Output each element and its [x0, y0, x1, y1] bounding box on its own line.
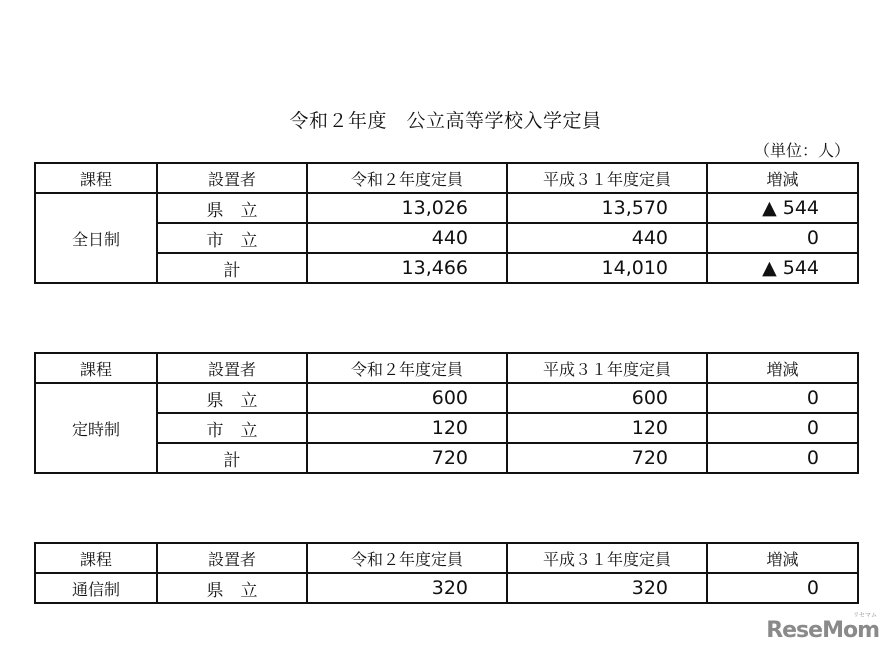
logo-ruby-text: リセマム	[853, 612, 877, 619]
h31-capacity-cell: 720	[507, 443, 707, 473]
founder-cell: 市 立	[157, 413, 307, 443]
r2-capacity-cell: 720	[307, 443, 507, 473]
founder-cell: 市 立	[157, 223, 307, 253]
document-title: 令和２年度 公立高等学校入学定員	[289, 110, 602, 132]
change-cell: ▲ 544	[707, 253, 858, 283]
table-header-row	[35, 353, 858, 383]
h31-capacity-cell: 13,570	[507, 193, 707, 223]
h31-capacity-cell: 440	[507, 223, 707, 253]
table-row	[35, 413, 858, 443]
change-cell: 0	[707, 223, 858, 253]
change-cell: 0	[707, 573, 858, 603]
table-header-row	[35, 163, 858, 193]
change-cell: 0	[707, 443, 858, 473]
h31-capacity-cell: 320	[507, 573, 707, 603]
change-cell: ▲ 544	[707, 193, 858, 223]
course-cell: 定時制	[35, 383, 157, 473]
parttime-enrollment-table	[34, 352, 859, 474]
header-founder: 設置者	[157, 353, 307, 383]
header-course: 課程	[35, 163, 157, 193]
h31-capacity-cell: 600	[507, 383, 707, 413]
h31-capacity-cell: 14,010	[507, 253, 707, 283]
change-cell: 0	[707, 383, 858, 413]
header-founder: 設置者	[157, 543, 307, 573]
h31-capacity-cell: 120	[507, 413, 707, 443]
header-h31-capacity: 平成３１年度定員	[507, 163, 707, 193]
founder-cell: 県 立	[157, 193, 307, 223]
header-course: 課程	[35, 543, 157, 573]
table-row	[35, 193, 858, 223]
table-row	[35, 223, 858, 253]
unit-label: （単位：人）	[753, 141, 850, 160]
founder-cell: 計	[157, 253, 307, 283]
founder-cell: 計	[157, 443, 307, 473]
header-change: 増減	[707, 163, 858, 193]
r2-capacity-cell: 600	[307, 383, 507, 413]
r2-capacity-cell: 120	[307, 413, 507, 443]
r2-capacity-cell: 13,026	[307, 193, 507, 223]
table-row	[35, 573, 858, 603]
header-founder: 設置者	[157, 163, 307, 193]
header-r2-capacity: 令和２年度定員	[307, 543, 507, 573]
header-h31-capacity: 平成３１年度定員	[507, 543, 707, 573]
header-course: 課程	[35, 353, 157, 383]
r2-capacity-cell: 320	[307, 573, 507, 603]
table-row-total	[35, 443, 858, 473]
correspondence-enrollment-table	[34, 542, 859, 604]
change-cell: 0	[707, 413, 858, 443]
resemom-logo: ReseMom	[766, 618, 879, 643]
header-h31-capacity: 平成３１年度定員	[507, 353, 707, 383]
course-cell: 通信制	[35, 573, 157, 603]
founder-cell: 県 立	[157, 383, 307, 413]
header-change: 増減	[707, 353, 858, 383]
course-cell: 全日制	[35, 193, 157, 283]
founder-cell: 県 立	[157, 573, 307, 603]
r2-capacity-cell: 440	[307, 223, 507, 253]
header-change: 増減	[707, 543, 858, 573]
fulltime-enrollment-table	[34, 162, 859, 284]
table-row	[35, 383, 858, 413]
header-r2-capacity: 令和２年度定員	[307, 353, 507, 383]
header-r2-capacity: 令和２年度定員	[307, 163, 507, 193]
r2-capacity-cell: 13,466	[307, 253, 507, 283]
table-row-total	[35, 253, 858, 283]
table-header-row	[35, 543, 858, 573]
